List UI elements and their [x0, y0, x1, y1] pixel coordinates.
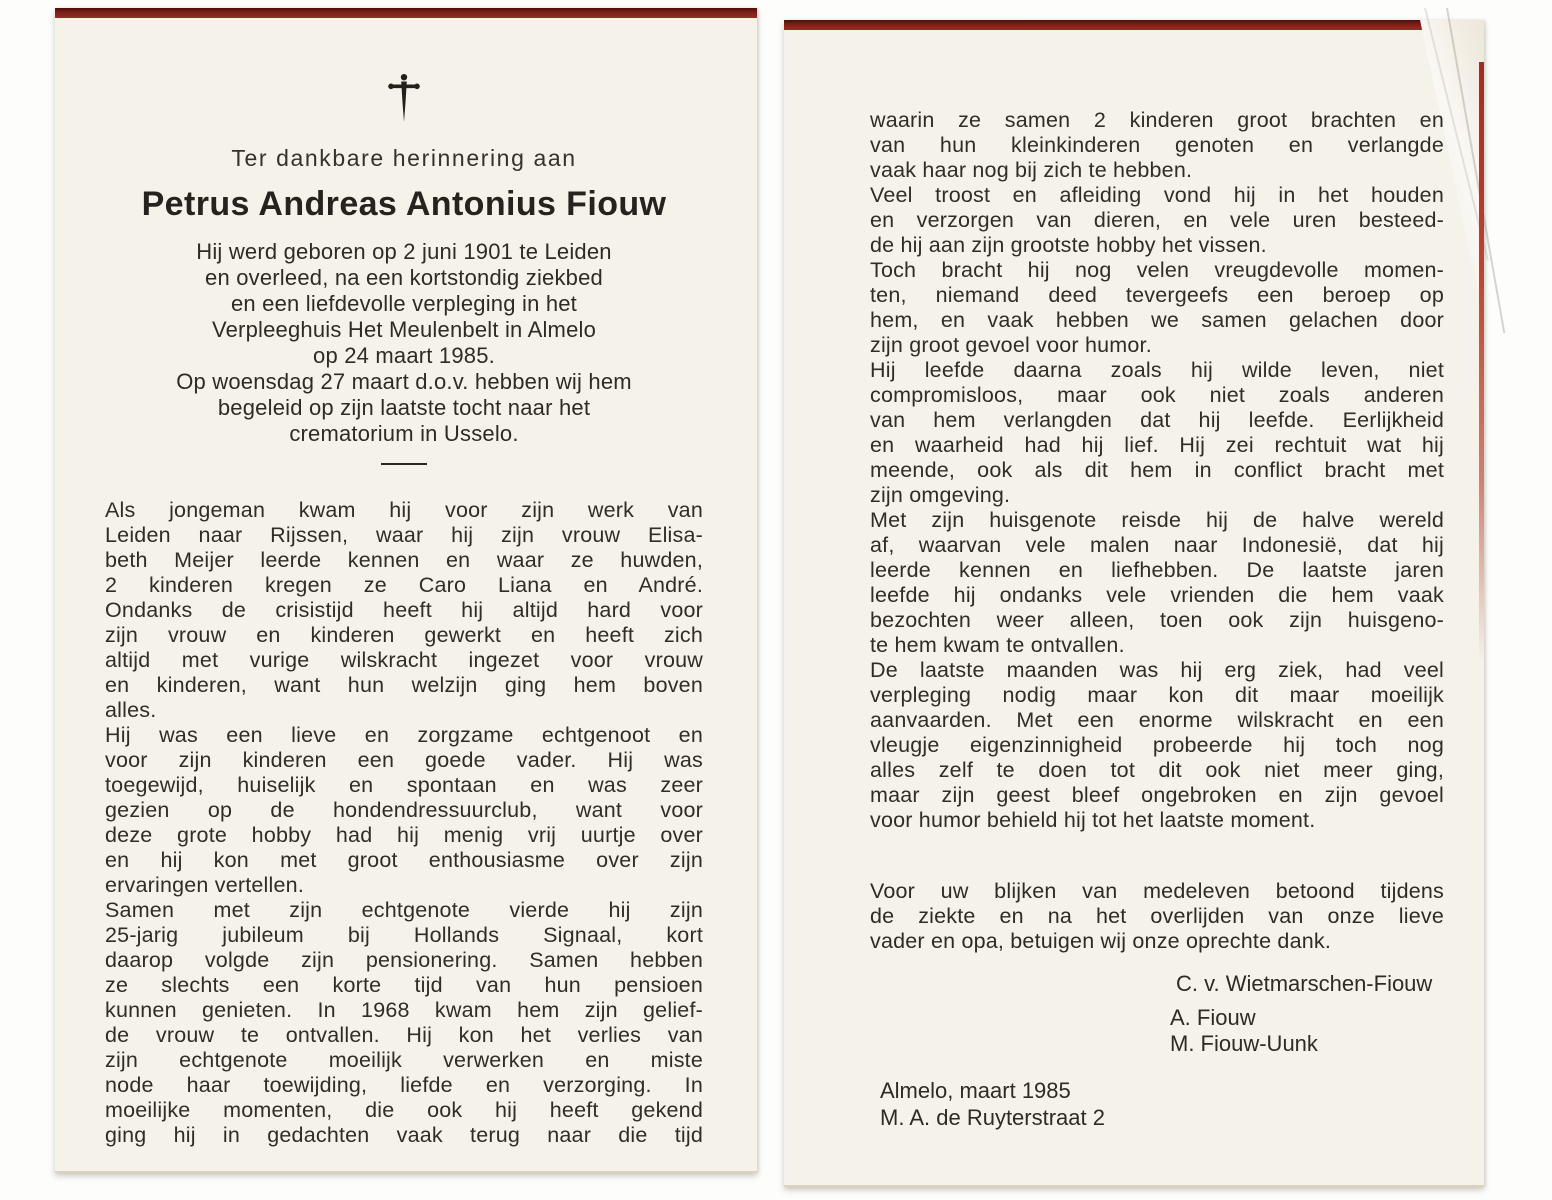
- text-line: moeilijke momenten, die ook hij heeft gekend: [105, 1098, 703, 1122]
- text-line: 2 kinderen kregen ze Caro Liana en André.: [105, 573, 703, 597]
- biography-text-left: [105, 498, 703, 1148]
- text-line: Toch bracht hij nog velen vreugdevolle momen-: [870, 258, 1444, 282]
- text-line: meende, ook als dit hem in conflict bracht met: [870, 458, 1444, 482]
- text-line: leefde hij ondanks vele vrienden die hem vaak: [870, 583, 1444, 607]
- text-line: M. Fiouw-Uunk: [1170, 1031, 1318, 1056]
- text-line: 25-jarig jubileum bij Hollands Signaal, kort: [105, 923, 703, 947]
- text-line: alles zelf te doen tot dit ook niet meer ging,: [870, 758, 1444, 782]
- text-line: maar zijn geest bleef ongebroken en zijn gevoel: [870, 783, 1444, 807]
- text-line: Als jongeman kwam hij voor zijn werk van: [105, 498, 703, 522]
- text-line: op 24 maart 1985.: [313, 343, 495, 368]
- text-line: toegewijd, huiselijk en spontaan en was zeer: [105, 773, 703, 797]
- text-line: zijn vrouw en kinderen gewerkt en heeft zich: [105, 623, 703, 647]
- text-line: kunnen genieten. In 1968 kwam hem zijn gelief-: [105, 998, 703, 1022]
- text-line: van hem verlangden dat hij leefde. Eerlijkheid: [870, 408, 1444, 432]
- text-line: en overleed, na een kortstondig ziekbed: [205, 265, 603, 290]
- text-line: en verzorgen van dieren, en vele uren besteed-: [870, 208, 1444, 232]
- text-line: leerde kennen en liefhebben. De laatste jaren: [870, 558, 1444, 582]
- holy-cross-icon: [105, 74, 703, 129]
- deceased-name: Petrus Andreas Antonius Fiouw: [141, 185, 667, 223]
- maroon-top-edge: [55, 8, 757, 18]
- text-line: Samen met zijn echtgenote vierde hij zijn: [105, 898, 703, 922]
- text-line: verpleging nodig maar kon dit maar moeilijk: [870, 683, 1444, 707]
- text-line: Voor uw blijken van medeleven betoond tijdens: [870, 879, 1444, 903]
- paragraph: [870, 108, 1444, 183]
- text-line: voor humor behield hij tot het laatste moment.: [870, 808, 1316, 832]
- text-line: ervaringen vertellen.: [105, 873, 305, 897]
- text-line: en hij kon met groot enthousiasme over zijn: [105, 848, 703, 872]
- text-line: vleugje eigenzinnigheid probeerde hij toch nog: [870, 733, 1444, 757]
- text-line: de vrouw te ontvallen. Hij kon het verlies van: [105, 1023, 703, 1047]
- text-line: begeleid op zijn laatste tocht naar het: [217, 395, 591, 420]
- text-line: daarop volgde zijn pensionering. Samen hebben: [105, 948, 703, 972]
- paragraph: [105, 898, 703, 1148]
- text-line: voor zijn kinderen een goede vader. Hij was: [105, 748, 703, 772]
- paragraph: [870, 258, 1444, 358]
- memorial-card-left-page: [55, 8, 757, 1173]
- text-line: ging hij in gedachten vaak terug naar die tijd: [105, 1123, 703, 1147]
- text-line: zijn omgeving.: [870, 483, 1011, 507]
- text-line: crematorium in Usselo.: [289, 421, 519, 446]
- text-line: Hij werd geboren op 2 juni 1901 te Leiden: [196, 239, 612, 264]
- text-line: zijn echtgenote moeilijk verwerken en miste: [105, 1048, 703, 1072]
- text-line: Verpleeghuis Het Meulenbelt in Almelo: [211, 317, 597, 342]
- text-line: de hij aan zijn grootste hobby het vissen.: [870, 233, 1267, 257]
- text-line: compromisloos, maar ook niet zoals anderen: [870, 383, 1444, 407]
- text-line: en kinderen, want hun welzijn ging hem boven: [105, 673, 703, 697]
- text-line: af, waarvan vele malen naar Indonesië, dat hij: [870, 533, 1444, 557]
- text-line: vader en opa, betuigen wij onze oprechte dank.: [870, 929, 1332, 953]
- text-line: deze grote hobby had hij menig vrij uurtje over: [105, 823, 703, 847]
- text-line: Op woensdag 27 maart d.o.v. hebben wij hem: [176, 369, 632, 394]
- text-line: Leiden naar Rijssen, waar hij zijn vrouw Elisa-: [105, 523, 703, 547]
- memorial-intro-label: Ter dankbare herinnering aan: [231, 145, 577, 171]
- birth-death-details: [105, 239, 703, 447]
- text-line: ten, niemand deed tevergeefs een beroep op: [870, 283, 1444, 307]
- signature-list: [1170, 1005, 1444, 1057]
- text-line: beth Meijer leerde kennen en waar ze huwden,: [105, 548, 703, 572]
- text-line: en waarheid had hij lief. Hij zei rechtuit wat hij: [870, 433, 1444, 457]
- text-line: A. Fiouw: [1170, 1005, 1256, 1030]
- text-line: te hem kwam te ontvallen.: [870, 633, 1125, 657]
- text-line: alles.: [105, 698, 157, 722]
- divider-rule: [381, 463, 427, 465]
- paragraph: [870, 879, 1444, 954]
- text-line: Hij was een lieve en zorgzame echtgenoot en: [105, 723, 703, 747]
- text-line: van hun kleinkinderen genoten en verlangde: [870, 133, 1444, 157]
- text-line: ze slechts een korte tijd van hun pensioen: [105, 973, 703, 997]
- text-line: node haar toewijding, liefde en verzorging. In: [105, 1073, 703, 1097]
- text-line: hem, en vaak hebben we samen gelachen door: [870, 308, 1444, 332]
- paragraph: [870, 508, 1444, 658]
- text-line: gezien op de hondendressuurclub, want voor: [105, 798, 703, 822]
- text-line: Veel troost en afleiding vond hij in het houden: [870, 183, 1444, 207]
- acknowledgement-text: [870, 879, 1444, 954]
- place-date-address: [880, 1077, 1444, 1131]
- text-line: de ziekte en na het overlijden van onze lieve: [870, 904, 1444, 928]
- text-line: waarin ze samen 2 kinderen groot brachten en: [870, 108, 1444, 132]
- text-line: Met zijn huisgenote reisde hij de halve wereld: [870, 508, 1444, 532]
- memorial-card-right-page: [784, 20, 1484, 1187]
- text-line: zijn groot gevoel voor humor.: [870, 333, 1152, 357]
- text-line: altijd met vurige wilskracht ingezet voor vrouw: [105, 648, 703, 672]
- paragraph: [870, 658, 1444, 833]
- biography-text-right: [870, 108, 1444, 833]
- text-line: en een liefdevolle verpleging in het: [231, 291, 577, 316]
- paragraph: [105, 723, 703, 898]
- paragraph: [870, 358, 1444, 508]
- text-line: aanvaarden. Met een enorme wilskracht en een: [870, 708, 1444, 732]
- maroon-top-edge: [784, 20, 1448, 30]
- text-line: M. A. de Ruyterstraat 2: [880, 1105, 1105, 1130]
- text-line: Almelo, maart 1985: [880, 1078, 1071, 1103]
- paragraph: [105, 498, 703, 723]
- text-line: Hij leefde daarna zoals hij wilde leven, niet: [870, 358, 1444, 382]
- signature-primary: [1176, 971, 1444, 997]
- text-line: C. v. Wietmarschen-Fiouw: [1176, 971, 1433, 996]
- text-line: vaak haar nog bij zich te hebben.: [870, 158, 1193, 182]
- text-line: bezochten weer alleen, toen ook zijn huisgeno-: [870, 608, 1444, 632]
- paragraph: [870, 183, 1444, 258]
- text-line: De laatste maanden was hij erg ziek, had veel: [870, 658, 1444, 682]
- text-line: Ondanks de crisistijd heeft hij altijd hard voor: [105, 598, 703, 622]
